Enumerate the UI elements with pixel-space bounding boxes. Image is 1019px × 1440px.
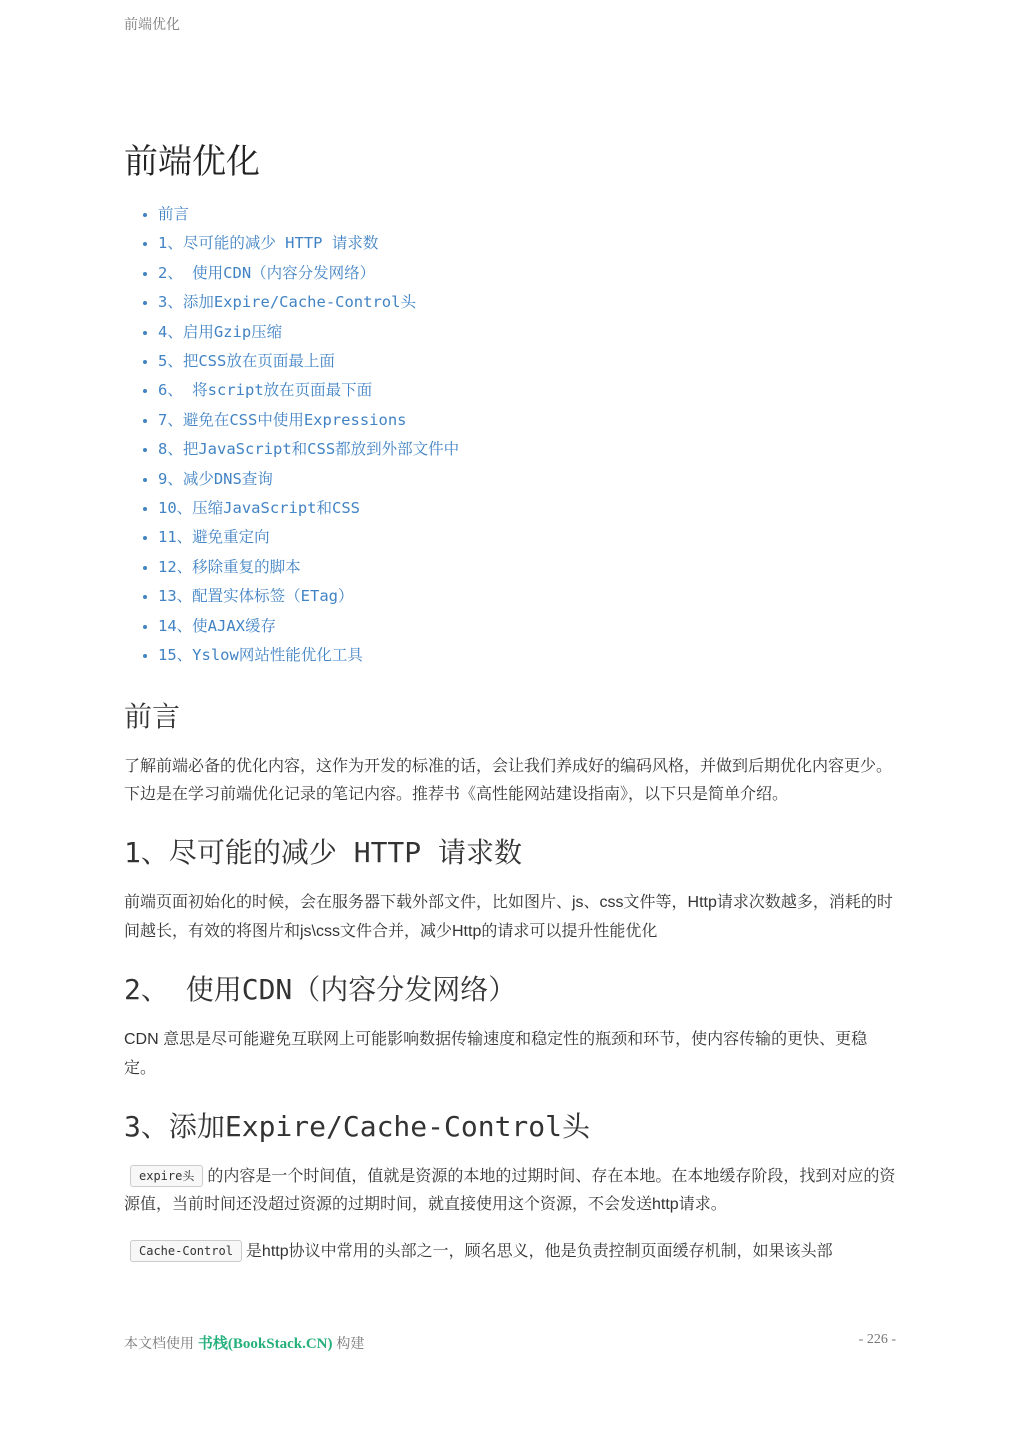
toc-link[interactable]: 前言 bbox=[158, 205, 190, 223]
toc-link[interactable]: 15、Yslow网站性能优化工具 bbox=[158, 646, 363, 665]
toc-link[interactable]: 8、把JavaScript和CSS都放到外部文件中 bbox=[158, 440, 460, 459]
toc-link[interactable]: 3、添加Expire/Cache-Control头 bbox=[158, 293, 416, 312]
preface-paragraph: 了解前端必备的优化内容，这作为开发的标准的话，会让我们养成好的编码风格，并做到后期优化内容更少。下边是在学习前端优化记录的笔记内容。推荐书《高性能网站建设指南》，以下只是简单介绍。 bbox=[124, 757, 893, 803]
footer-suffix: 构建 bbox=[336, 1335, 365, 1351]
footer-prefix: 本文档使用 bbox=[124, 1335, 194, 1351]
section-heading-1: 1、尽可能的减少 HTTP 请求数 bbox=[124, 836, 523, 870]
running-header: 前端优化 bbox=[124, 16, 180, 32]
toc-link[interactable]: 12、移除重复的脚本 bbox=[158, 557, 301, 576]
footer-brand-link[interactable]: 书栈(BookStack.CN) bbox=[197, 1336, 333, 1352]
toc-item[interactable] bbox=[158, 406, 896, 435]
document-body bbox=[124, 140, 896, 1266]
section-heading-2: 2、 使用CDN（内容分发网络） bbox=[124, 973, 517, 1007]
section-heading-preface: 前言 bbox=[124, 699, 181, 733]
inline-code: Cache-Control bbox=[130, 1240, 242, 1262]
toc-item[interactable] bbox=[158, 347, 896, 376]
toc-item[interactable] bbox=[158, 259, 896, 288]
toc-item[interactable] bbox=[158, 612, 896, 641]
toc-link[interactable]: 10、压缩JavaScript和CSS bbox=[158, 499, 360, 518]
section-3-paragraph-2 bbox=[124, 1238, 896, 1266]
toc-link[interactable]: 5、把CSS放在页面最上面 bbox=[158, 352, 335, 371]
toc-link[interactable]: 6、 将script放在页面最下面 bbox=[158, 381, 373, 400]
toc-item[interactable] bbox=[158, 200, 896, 229]
toc-item[interactable] bbox=[158, 229, 896, 258]
inline-code: expire头 bbox=[130, 1165, 203, 1187]
toc-link[interactable]: 4、启用Gzip压缩 bbox=[158, 322, 283, 341]
toc-item[interactable] bbox=[158, 582, 896, 611]
page-number: - 226 - bbox=[858, 1332, 896, 1347]
toc-item[interactable] bbox=[158, 288, 896, 317]
toc-link[interactable]: 2、 使用CDN（内容分发网络） bbox=[158, 263, 376, 282]
page-footer bbox=[124, 1332, 896, 1353]
toc-link[interactable]: 1、尽可能的减少 HTTP 请求数 bbox=[158, 234, 379, 253]
toc-item[interactable] bbox=[158, 435, 896, 464]
page-title: 前端优化 bbox=[124, 143, 260, 181]
toc-link[interactable]: 9、减少DNS查询 bbox=[158, 469, 273, 488]
toc-link[interactable]: 13、配置实体标签（ETag） bbox=[158, 587, 354, 606]
toc-item[interactable] bbox=[158, 641, 896, 670]
section-heading-3: 3、添加Expire/Cache-Control头 bbox=[124, 1109, 591, 1143]
section-2-paragraph: CDN 意思是尽可能避免互联网上可能影响数据传输速度和稳定性的瓶颈和环节，使内容传输的更快、更稳定。 bbox=[124, 1031, 868, 1077]
toc-item[interactable] bbox=[158, 494, 896, 523]
toc-item[interactable] bbox=[158, 523, 896, 552]
toc-item[interactable] bbox=[158, 318, 896, 347]
toc-link[interactable]: 7、避免在CSS中使用Expressions bbox=[158, 410, 407, 429]
table-of-contents bbox=[124, 200, 896, 671]
toc-item[interactable] bbox=[158, 553, 896, 582]
toc-item[interactable] bbox=[158, 376, 896, 405]
toc-item[interactable] bbox=[158, 465, 896, 494]
section-3-paragraph-1 bbox=[124, 1163, 896, 1220]
paragraph-text: 是http协议中常用的头部之一，顾名思义，他是负责控制页面缓存机制，如果该头部 bbox=[245, 1242, 833, 1260]
toc-link[interactable]: 14、使AJAX缓存 bbox=[158, 616, 276, 635]
toc-link[interactable]: 11、避免重定向 bbox=[158, 528, 270, 547]
paragraph-text: 的内容是一个时间值，值就是资源的本地的过期时间、存在本地。在本地缓存阶段，找到对应的资源值，当前时间还没超过资源的过期时间，就直接使用这个资源，不会发送http请求。 bbox=[124, 1167, 896, 1214]
section-1-paragraph: 前端页面初始化的时候，会在服务器下载外部文件，比如图片、js、css文件等，Http请求次数越多，消耗的时间越长，有效的将图片和js\css文件合并，减少Http的请求可以提升性能优化 bbox=[124, 894, 893, 940]
